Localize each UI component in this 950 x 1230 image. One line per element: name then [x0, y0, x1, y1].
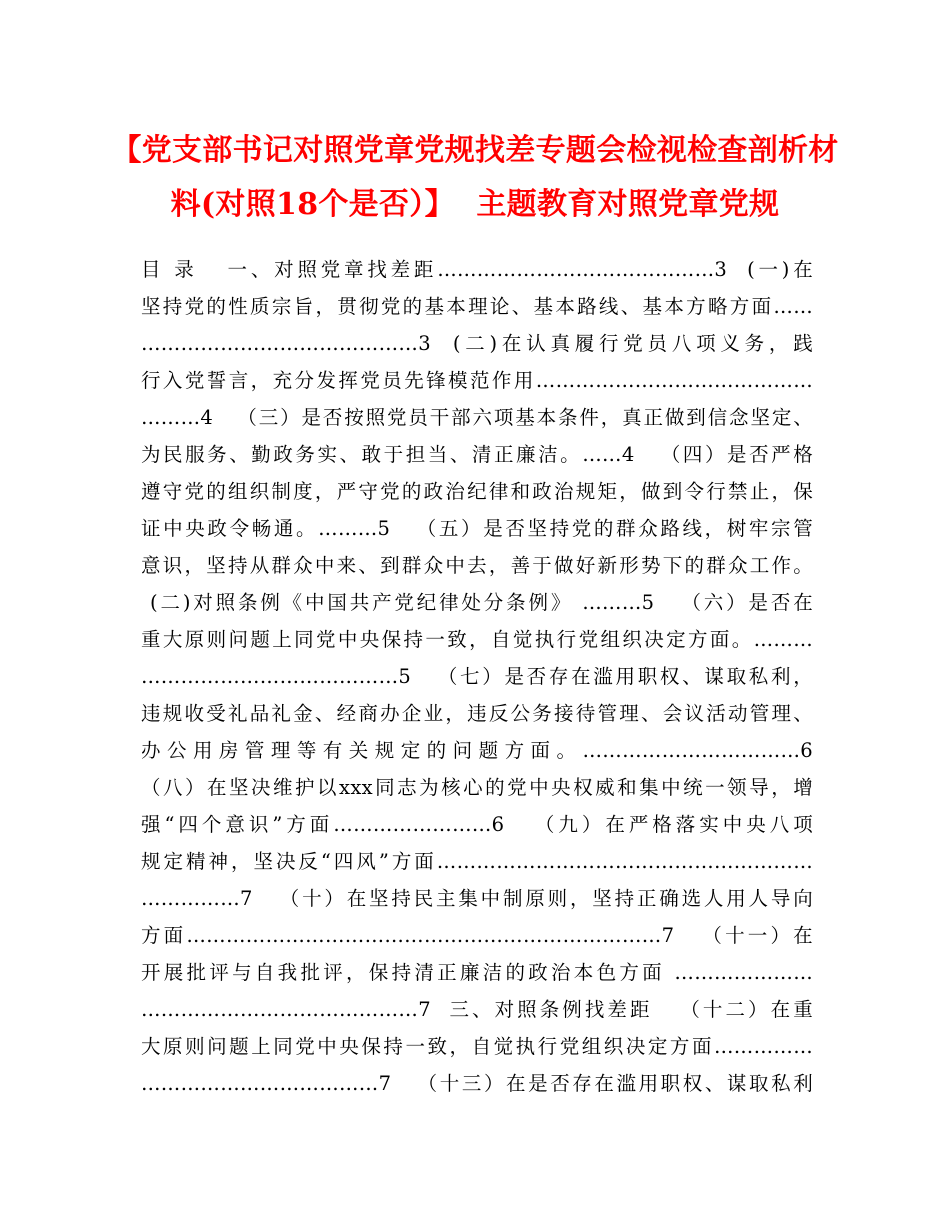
toc-line: 重大原则问题上同党中央保持一致，自觉执行党组织决定方面。……… — [141, 628, 813, 651]
toc-line: ……………………………………7 三、对照条例找差距 （十二）在重 — [141, 998, 813, 1021]
toc-line: 开展批评与自我批评，保持清正廉洁的政治本色方面 ………………… — [141, 961, 813, 984]
toc-line: 坚持党的性质宗旨，贯彻党的基本理论、基本路线、基本方略方面…… — [141, 295, 813, 318]
toc-line: 目 录 一、对照党章找差距……………………………………3 (一)在 — [141, 258, 813, 281]
document-title — [110, 124, 840, 232]
toc-line: 违规收受礼品礼金、经商办企业，违反公务接待管理、会议活动管理、 — [141, 702, 813, 725]
toc-line: ………………………………7 （十三）在是否存在滥用职权、谋取私利 — [141, 1072, 813, 1095]
toc-line: 为民服务、勤政务实、敢于担当、清正廉洁。……4 （四）是否严格 — [141, 443, 813, 466]
toc-line: 证中央政令畅通。………5 （五）是否坚持党的群众路线，树牢宗管 — [141, 517, 813, 540]
toc-line: （八）在坚决维护以xxx同志为核心的党中央权威和集中统一领导，增 — [141, 776, 813, 799]
toc-line: 遵守党的组织制度，严守党的政治纪律和政治规矩，做到令行禁止，保 — [141, 480, 813, 503]
toc-line: ……………………………………3 (二)在认真履行党员八项义务，践 — [141, 332, 813, 355]
toc-line: 强“四个意识”方面……………………6 （九）在严格落实中央八项 — [141, 813, 813, 836]
toc-line: …………………………………5 （七）是否存在滥用职权、谋取私利， — [141, 665, 813, 688]
table-of-contents-text — [141, 251, 813, 1102]
title-line: 【党支部书记对照党章党规找差专题会检视检查剖析材 — [111, 133, 839, 168]
toc-line: 规定精神，坚决反“四风”方面………………………………………………… — [141, 850, 813, 873]
toc-line: (二)对照条例《中国共产党纪律处分条例》 ………5 （六）是否在 — [141, 591, 813, 614]
toc-line: 方面………………………………………………………………7 （十一）在 — [141, 924, 813, 947]
title-line: 料(对照18个是否）】 主题教育对照党章党规 — [170, 187, 780, 222]
toc-line: 大原则问题上同党中央保持一致，自觉执行党组织决定方面…………… — [141, 1035, 813, 1058]
toc-line: 行入党誓言，充分发挥党员先锋模范作用…………………………………… — [141, 369, 813, 392]
toc-line: ………4 （三）是否按照党员干部六项基本条件，真正做到信念坚定、 — [141, 406, 813, 429]
toc-line: 意识，坚持从群众中来、到群众中去，善于做好新形势下的群众工作。 — [141, 554, 813, 577]
toc-line: ……………7 （十）在坚持民主集中制原则，坚持正确选人用人导向 — [141, 887, 813, 910]
toc-line: 办公用房管理等有关规定的问题方面。……………………………6 — [141, 739, 813, 762]
